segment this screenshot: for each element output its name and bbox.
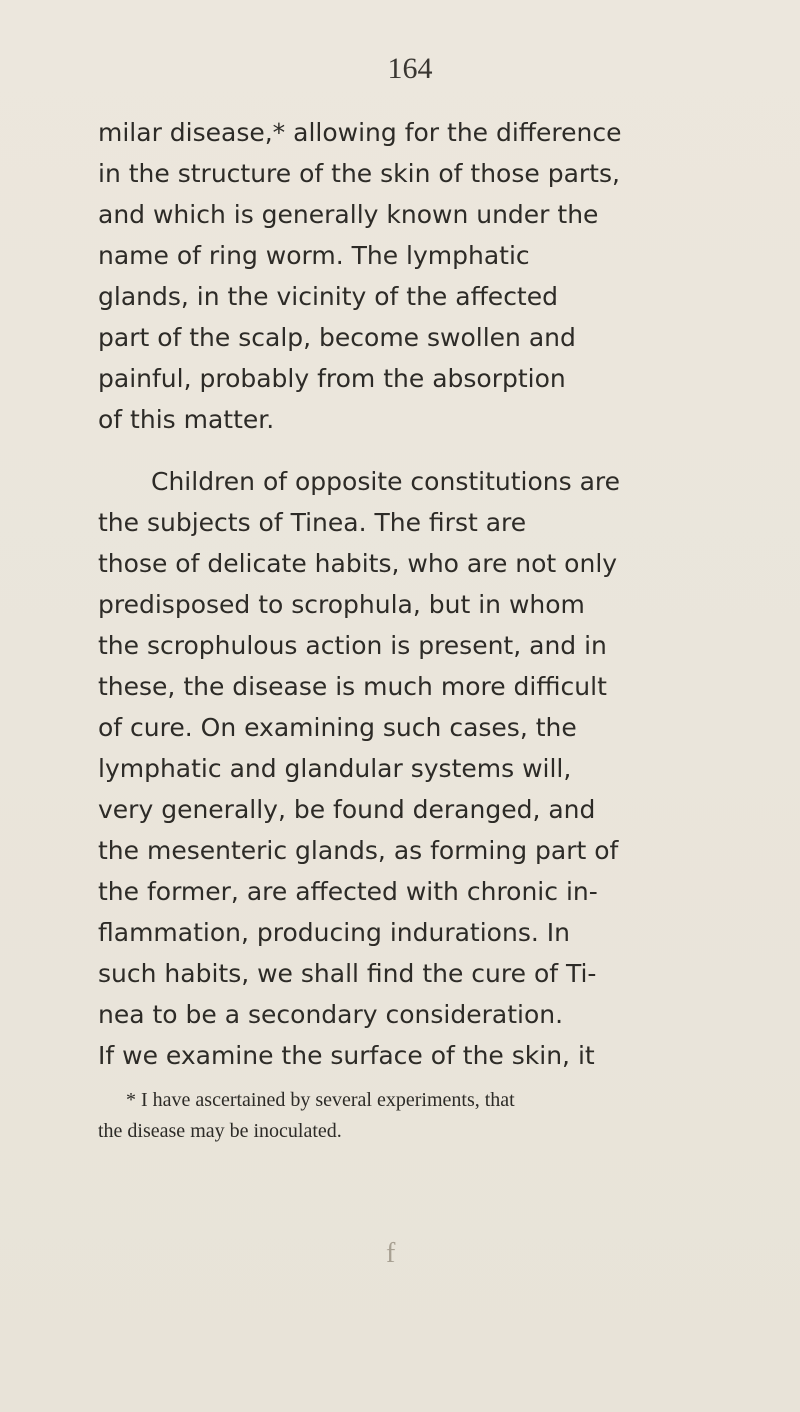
body-line: name of ring worm. The lymphatic (98, 241, 530, 270)
body-line: and which is generally known under the (98, 200, 599, 229)
body-line: milar disease,* allowing for the difference (98, 118, 622, 147)
body-line: of this matter. (98, 405, 275, 434)
stray-mark: f (386, 1238, 396, 1269)
body-line: If we examine the surface of the skin, it (98, 1041, 595, 1070)
body-line: the scrophulous action is present, and in (98, 631, 607, 660)
body-line: of cure. On examining such cases, the (98, 713, 577, 742)
body-line: glands, in the vicinity of the affected (98, 282, 558, 311)
body-line: painful, probably from the absorption (98, 364, 566, 393)
body-line: the mesenteric glands, as forming part of (98, 836, 619, 865)
footnote-line: the disease may be inoculated. (98, 1120, 342, 1142)
footnote-line: * I have ascertained by several experiments, that (126, 1089, 515, 1111)
body-line: Children of opposite constitutions are (151, 467, 621, 496)
body-line: the former, are affected with chronic in- (98, 877, 598, 906)
body-line: these, the disease is much more difficult (98, 672, 607, 701)
body-line: part of the scalp, become swollen and (98, 323, 576, 352)
body-line: in the structure of the skin of those parts, (98, 159, 620, 188)
body-line: nea to be a secondary consideration. (98, 1000, 564, 1029)
body-line: lymphatic and glandular systems will, (98, 754, 572, 783)
body-line: very generally, be found deranged, and (98, 795, 596, 824)
body-line: the subjects of Tinea. The first are (98, 508, 527, 537)
body-line: flammation, producing indurations. In (98, 918, 570, 947)
body-line: such habits, we shall find the cure of Ti- (98, 959, 597, 988)
page-number: 164 (387, 52, 433, 85)
body-line: predisposed to scrophula, but in whom (98, 590, 585, 619)
body-line: those of delicate habits, who are not only (98, 549, 618, 578)
